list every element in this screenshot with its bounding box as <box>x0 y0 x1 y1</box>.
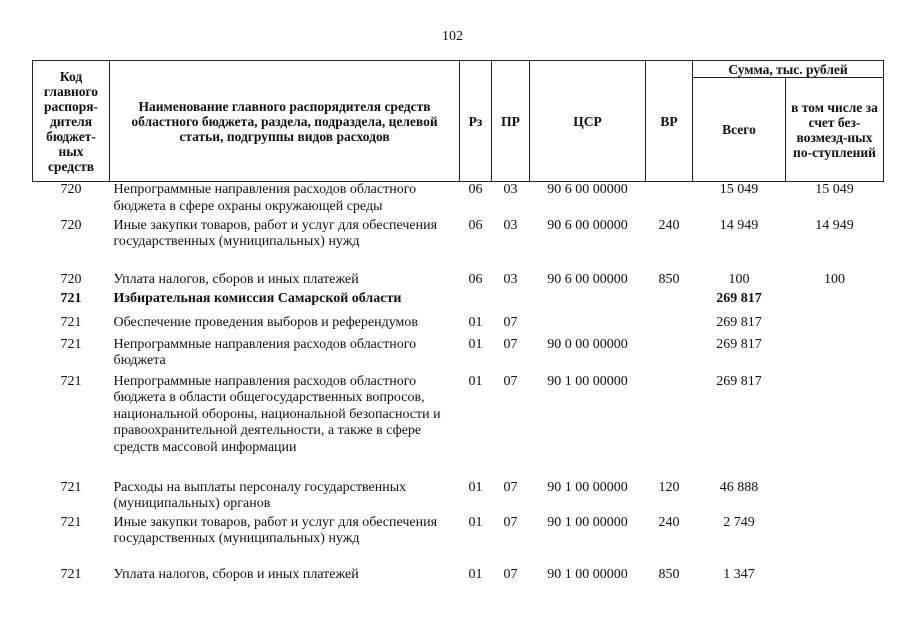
cell-total: 100 <box>728 271 750 287</box>
cell-free: 15 049 <box>815 182 854 197</box>
cell-free <box>786 337 884 374</box>
header-code: Код главного распоря-дителя бюджет-ных средств <box>33 61 110 182</box>
cell-vr <box>646 182 693 218</box>
cell-total: 46 888 <box>719 479 759 495</box>
cell-rz: 01 <box>468 514 483 530</box>
cell-name: Уплата налогов, сборов и иных платежей <box>113 566 359 582</box>
cell-pr: 03 <box>503 217 518 233</box>
cell-csr: 90 1 00 00000 <box>547 566 628 582</box>
cell-rz: 01 <box>468 336 483 352</box>
cell-code: 721 <box>60 479 82 495</box>
cell-total: 269 817 <box>716 373 762 389</box>
cell-vr: 850 <box>658 566 680 582</box>
table-row <box>33 272 884 291</box>
cell-code: 720 <box>60 182 82 197</box>
cell-vr: 120 <box>658 479 680 495</box>
cell-rz: 06 <box>468 271 483 287</box>
cell-pr: 07 <box>503 336 518 352</box>
cell-csr: 90 6 00 00000 <box>547 217 628 233</box>
cell-name: Обеспечение проведения выборов и референдумов <box>113 314 418 330</box>
cell-code: 721 <box>60 314 82 330</box>
cell-name: Непрограммные направления расходов областного бюджета в сфере охраны окружающей среды <box>113 182 417 214</box>
cell-name: Непрограммные направления расходов областного бюджета в области общегосударственных вопросов, национальной обороны, национальной безопасности и правоохранительной деятельности, а также в сфере средств массовой информации <box>113 373 441 455</box>
cell-name: Иные закупки товаров, работ и услуг для обеспечения государственных (муниципальных) нужд <box>113 217 438 249</box>
cell-pr: 07 <box>503 566 518 582</box>
cell-rz: 01 <box>468 314 483 330</box>
cell-free <box>786 567 884 587</box>
cell-total: 1 347 <box>723 566 755 582</box>
header-total: Всего <box>693 78 786 182</box>
cell-code: 721 <box>60 336 82 352</box>
page-number: 102 <box>442 29 463 44</box>
cell-free: 14 949 <box>815 217 854 233</box>
header-vr: ВР <box>646 61 693 182</box>
table-row <box>33 567 884 587</box>
cell-total: 269 817 <box>716 336 762 352</box>
cell-csr: 90 0 00 00000 <box>547 336 628 352</box>
table-row <box>33 515 884 567</box>
cell-vr: 240 <box>658 514 680 530</box>
cell-name: Избирательная комиссия Самарской области <box>113 290 402 306</box>
cell-total: 14 949 <box>719 217 759 233</box>
table-row <box>33 218 884 272</box>
cell-total: 2 749 <box>723 514 755 530</box>
cell-total: 269 817 <box>716 290 762 306</box>
cell-total: 15 049 <box>719 182 759 197</box>
cell-name: Расходы на выплаты персоналу государственных (муниципальных) органов <box>113 479 407 511</box>
cell-vr <box>646 315 693 337</box>
cell-csr: 90 1 00 00000 <box>547 373 628 389</box>
cell-pr <box>492 291 530 315</box>
cell-code: 721 <box>60 290 82 306</box>
header-pr: ПР <box>492 61 530 182</box>
table-row <box>33 182 884 218</box>
cell-rz: 01 <box>468 373 483 389</box>
cell-vr: 240 <box>658 217 680 233</box>
cell-pr: 07 <box>503 514 518 530</box>
cell-rz: 06 <box>468 217 483 233</box>
cell-free <box>786 291 884 315</box>
cell-name: Непрограммные направления расходов областного бюджета <box>113 336 417 368</box>
cell-free <box>786 515 884 567</box>
cell-free: 100 <box>824 271 845 287</box>
cell-csr <box>530 315 646 337</box>
cell-name: Уплата налогов, сборов и иных платежей <box>113 271 359 287</box>
table-row <box>33 337 884 374</box>
table-row <box>33 291 884 315</box>
header-name: Наименование главного распорядителя средств областного бюджета, раздела, подраздела, целевой статьи, подгруппы видов расходов <box>110 61 460 182</box>
cell-rz: 06 <box>468 182 483 197</box>
cell-rz: 01 <box>468 566 483 582</box>
budget-table <box>32 60 884 587</box>
table-body <box>33 182 884 587</box>
cell-free <box>786 480 884 515</box>
cell-vr <box>646 374 693 480</box>
cell-vr <box>646 291 693 315</box>
cell-pr: 07 <box>503 314 518 330</box>
cell-csr: 90 1 00 00000 <box>547 479 628 495</box>
table-row <box>33 374 884 480</box>
cell-vr: 850 <box>658 271 680 287</box>
header-free: в том числе за счет без-возмезд-ных по-ступлений <box>786 78 884 182</box>
cell-code: 721 <box>60 514 82 530</box>
cell-csr: 90 6 00 00000 <box>547 271 628 287</box>
cell-csr <box>530 291 646 315</box>
cell-csr: 90 6 00 00000 <box>547 182 628 197</box>
table-row <box>33 480 884 515</box>
cell-name: Иные закупки товаров, работ и услуг для обеспечения государственных (муниципальных) нужд <box>113 514 438 546</box>
header-sum: Сумма, тыс. рублей <box>693 61 884 78</box>
cell-csr: 90 1 00 00000 <box>547 514 628 530</box>
cell-rz: 01 <box>468 479 483 495</box>
header-rz: Рз <box>460 61 492 182</box>
cell-code: 720 <box>60 217 82 233</box>
cell-rz <box>460 291 492 315</box>
cell-pr: 07 <box>503 479 518 495</box>
cell-code: 721 <box>60 373 82 389</box>
cell-pr: 03 <box>503 271 518 287</box>
header-csr: ЦСР <box>530 61 646 182</box>
cell-code: 720 <box>60 271 82 287</box>
cell-pr: 03 <box>503 182 518 197</box>
cell-code: 721 <box>60 566 82 582</box>
cell-pr: 07 <box>503 373 518 389</box>
cell-free <box>786 374 884 480</box>
cell-vr <box>646 337 693 374</box>
cell-free <box>786 315 884 337</box>
cell-total: 269 817 <box>716 314 762 330</box>
table-row <box>33 315 884 337</box>
